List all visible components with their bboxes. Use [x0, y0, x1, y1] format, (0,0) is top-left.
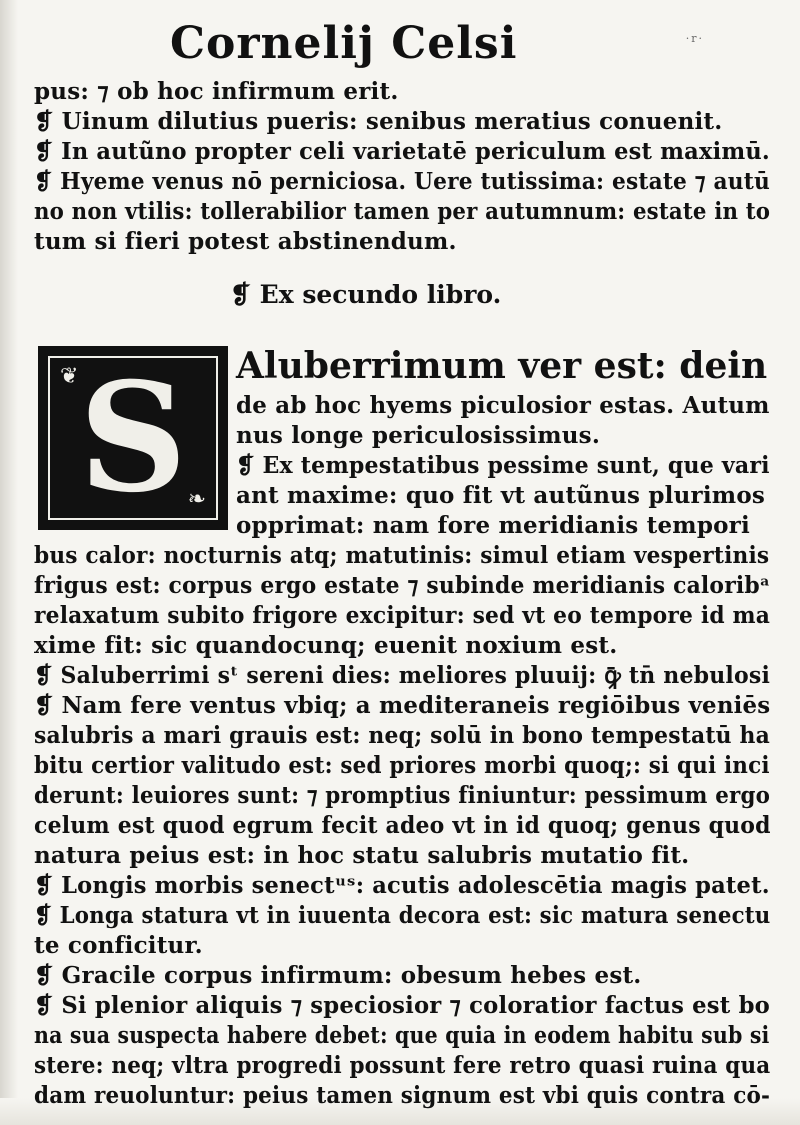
text-line: dam reuoluntur: peius tamen signum est vbi quis contra cō-: [34, 1082, 771, 1109]
text-line: no non vtilis: tollerabilior tamen per autumnum: estate in to: [34, 198, 771, 225]
text-line: ❡ Si plenior aliquis ⁊ speciosior ⁊ coloratior factus est bo: [34, 992, 770, 1019]
text-line: xime fit: sic quandocunq; euenit noxium est.: [34, 632, 618, 659]
text-line: ❡ Hyeme venus nō perniciosa. Uere tutissima: estate ⁊ autū: [34, 168, 770, 195]
running-head: Cornelij Celsi: [170, 18, 518, 69]
text-line: natura peius est: in hoc statu salubris mutatio fit.: [34, 842, 690, 869]
text-line: ❡ Ex tempestatibus pessime sunt, que vari: [236, 452, 770, 479]
initial-letter: S: [78, 350, 188, 526]
text-line: frigus est: corpus ergo estate ⁊ subinde meridianis caloribᵃ: [34, 572, 771, 599]
text-line: opprimat: nam fore meridianis tempori: [236, 512, 750, 539]
text-line: salubris a mari grauis est: neq; solū in bono tempestatū ha: [34, 722, 770, 749]
text-line: nus longe periculosissimus.: [236, 422, 601, 449]
text-line: pus: ⁊ ob hoc infirmum erit.: [34, 78, 399, 105]
text-line: tum si fieri potest abstinendum.: [34, 228, 457, 255]
page-left-edge: [0, 0, 18, 1125]
text-line: ❡ Longa statura vt in iuuenta decora est: sic matura senectu: [34, 902, 771, 929]
text-line: te conficitur.: [34, 932, 203, 959]
text-line: ❡ Nam fere ventus vbiq; a mediteraneis regiōibus veniēs: [34, 692, 771, 719]
decorated-initial: [38, 346, 228, 530]
text-line: na sua suspecta habere debet: que quia in eodem habitu sub si: [34, 1022, 770, 1049]
text-line: celum est quod egrum fecit adeo vt in id quoq; genus quod: [34, 812, 771, 839]
marginal-mark: ·r·: [685, 32, 704, 45]
text-line: relaxatum subito frigore excipitur: sed vt eo tempore id ma: [34, 602, 771, 629]
text-line: ❡ Longis morbis senectᵘˢ: acutis adolescētia magis patet.: [34, 872, 770, 899]
section-heading: ❡ Ex secundo libro.: [230, 280, 502, 309]
floral-leaf-icon: ❦: [60, 364, 79, 389]
text-line: ❡ In autũno propter celi varietatē periculum est maximū.: [34, 138, 770, 165]
floral-leaf-icon: ❧: [187, 487, 206, 512]
text-line: bitu certior valitudo est: sed priores morbi quoq;: si qui inci: [34, 752, 770, 779]
text-line: de ab hoc hyems piculosior estas. Autum: [236, 392, 770, 419]
text-line: ❡ Gracile corpus infirmum: obesum hebes est.: [34, 962, 642, 989]
text-line: stere: neq; vltra progredi possunt fere retro quasi ruina qua: [34, 1052, 771, 1079]
opening-line: Aluberrimum ver est: dein: [236, 345, 768, 387]
text-line: ant maxime: quo fit vt autũnus plurimos: [236, 482, 766, 509]
text-line: ❡ Saluberrimi sᵗ sereni dies: meliores pluuij: ꝙ̄ tn̄ nebulosi: [34, 662, 771, 689]
text-line: ❡ Uinum dilutius pueris: senibus meratius conuenit.: [34, 108, 723, 135]
text-line: bus calor: nocturnis atq; matutinis: simul etiam vespertinis: [34, 542, 770, 569]
text-line: derunt: leuiores sunt: ⁊ promptius finiuntur: pessimum ergo: [34, 782, 771, 809]
